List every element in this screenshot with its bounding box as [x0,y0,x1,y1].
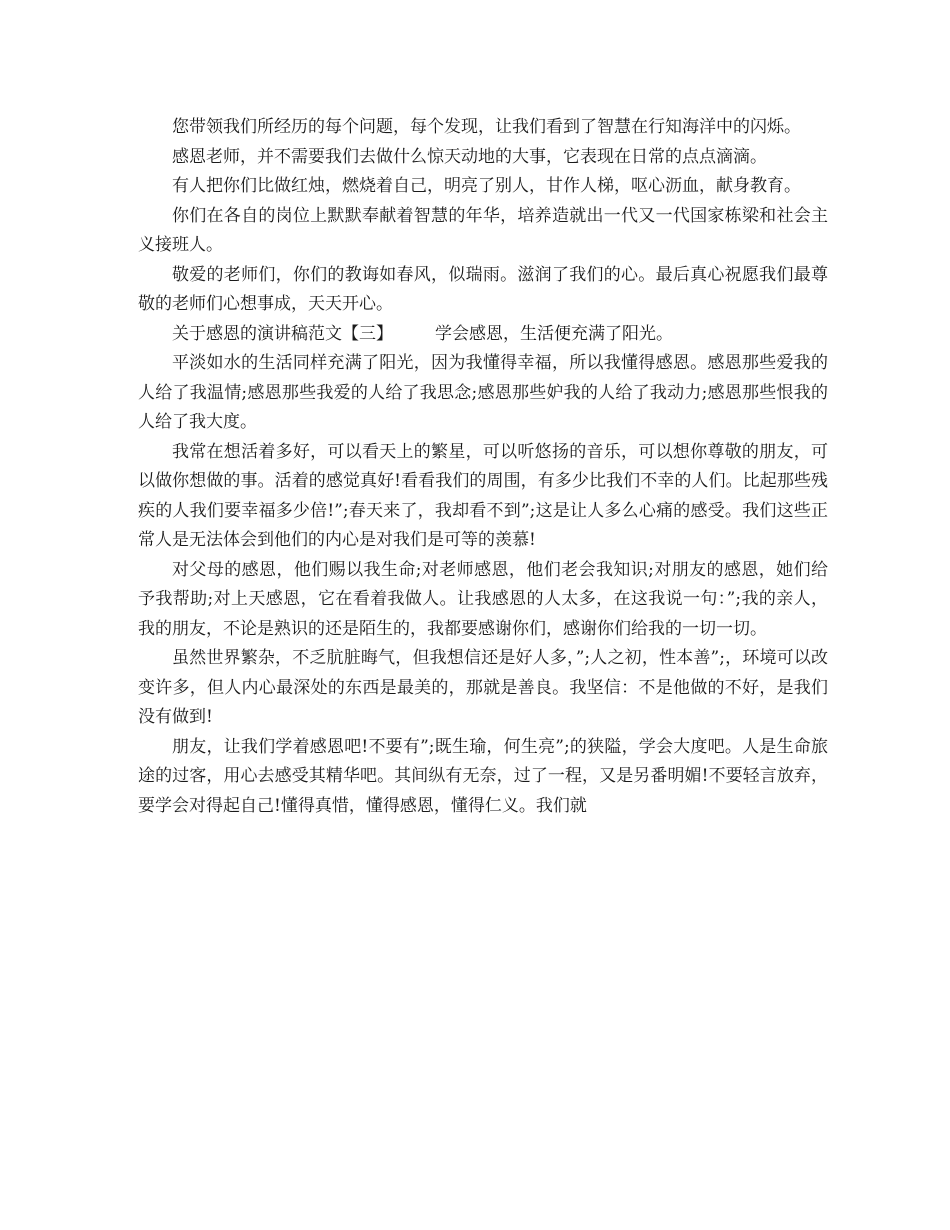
paragraph: 感恩老师，并不需要我们去做什么惊天动地的大事，它表现在日常的点点滴滴。 [172,146,767,167]
paragraph: 有人把你们比做红烛，燃烧着自己，明亮了别人，甘作人梯，呕心沥血，献身教育。 [172,176,801,196]
paragraph: 你们在各自的岗位上默默奉献着智慧的年华，培养造就出一代又一代国家栋梁和社会主义接班人。 [138,205,828,255]
paragraph: 您带领我们所经历的每个问题，每个发现，让我们看到了智慧在行知海洋中的闪烁。 [172,117,801,137]
section-heading [138,320,828,350]
document-body [138,113,828,821]
section-title: 关于感恩的演讲稿范文【三】 [172,323,393,344]
paragraph: 朋友，让我们学着感恩吧!不要有”;既生瑜，何生亮”;的狭隘，学会大度吧。人是生命旅途的过客，用心去感受其精华吧。其间纵有无奈，过了一程，又是另番明媚!不要轻言放弃，要学会对得起自己!懂得真惜，懂得感恩，懂得仁义。我们就 [138,736,828,816]
paragraph: 敬爱的老师们，你们的教诲如春风，似瑞雨。滋润了我们的心。最后真心祝愿我们最尊敬的老师们心想事成，天天开心。 [138,264,828,314]
paragraph: 我常在想活着多好，可以看天上的繁星，可以听悠扬的音乐，可以想你尊敬的朋友，可以做你想做的事。活着的感觉真好!看看我们的周围，有多少比我们不幸的人们。比起那些残疾的人我们要幸福多少倍!”;春天来了，我却看不到”;这是让人多么心痛的感受。我们这些正常人是无法体会到他们的内心是对我们是可等的羡慕! [138,441,828,550]
section-subtitle: 学会感恩，生活便充满了阳光。 [435,323,673,344]
paragraph: 对父母的感恩，他们赐以我生命;对老师感恩，他们老会我知识;对朋友的感恩，她们给予我帮助;对上天感恩，它在看着我做人。让我感恩的人太多，在这我说一句：”;我的亲人，我的朋友，不论是熟识的还是陌生的，我都要感谢你们，感谢你们给我的一切一切。 [138,559,828,639]
paragraph: 虽然世界繁杂，不乏肮脏晦气，但我想信还是好人多，”;人之初，性本善”;，环境可以改变许多，但人内心最深处的东西是最美的，那就是善良。我坚信：不是他做的不好，是我们没有做到! [138,648,828,727]
paragraph: 平淡如水的生活同样充满了阳光，因为我懂得幸福，所以我懂得感恩。感恩那些爱我的人给了我温情;感恩那些我爱的人给了我思念;感恩那些妒我的人给了我动力;感恩那些恨我的人给了我大度。 [138,353,828,432]
